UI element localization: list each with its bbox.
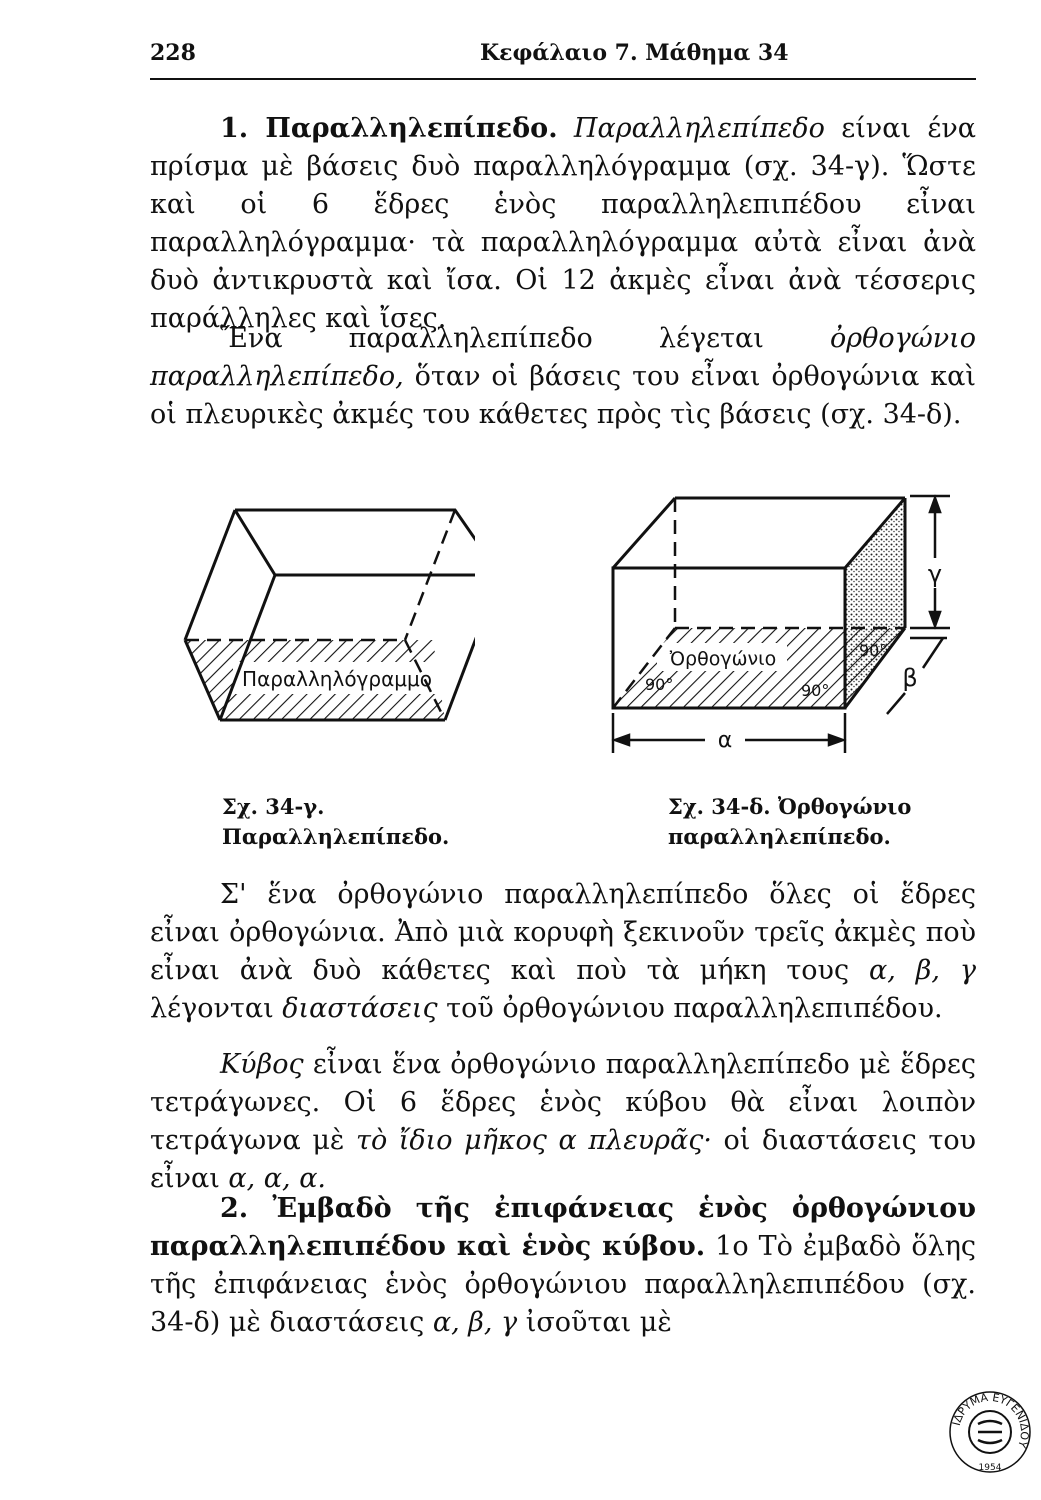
- definition-text: είναι ένα πρίσμα μὲ βάσεις δυὸ παραλληλόγραμμα (σχ. 34-γ). Ὥστε καὶ οἱ 6 ἕδρες ἑνὸς παραλληλεπιπέδου εἶναι παραλληλόγραμμα· τὰ παραλληλόγραμμα αὐτὰ εἶναι ἀνὰ δυὸ ἀντικρυστὰ καὶ ἴσα. Οἱ 12 ἀκμὲς εἶναι ἀνὰ τέσσερις παράλληλες καὶ ἴσες.: [150, 113, 976, 334]
- p3-end: τοῦ ὀρθογώνιου παραλληλεπιπέδου.: [446, 993, 943, 1024]
- foundation-seal: [948, 1390, 1032, 1474]
- definition-term: Παραλληλεπίπεδο: [573, 113, 825, 144]
- cube-term: Κύβος: [220, 1049, 304, 1080]
- seal-year: 1954: [978, 1463, 1002, 1473]
- p3-mid: λέγονται: [150, 993, 274, 1024]
- seal-emblem-icon: [978, 1421, 1002, 1443]
- base-label: Ὀρθογώνιο: [669, 648, 777, 670]
- section-2-paragraph: [150, 1190, 976, 1342]
- dimension-gamma-label: γ: [927, 560, 943, 588]
- page-header: [150, 38, 976, 80]
- section-2-vars: α, β, γ: [432, 1307, 518, 1338]
- dimensions-paragraph: [150, 876, 976, 1028]
- seal-ring-text: ΙΔΡΥΜΑ ΕΥΓΕΝΙΔΟΥ: [949, 1390, 1032, 1450]
- p3-text: Σ' ἕνα ὀρθογώνιο παραλληλεπίπεδο ὅλες οἱ ἕδρες εἶναι ὀρθογώνια. Ἀπὸ μιὰ κορυφὴ ξεκινοῦν τρεῖς ἀκμὲς ποὺ εἶναι ἀνὰ δυὸ κάθετες καὶ ποὺ τὰ μήκη τους: [150, 879, 976, 986]
- p4-end: οἱ διαστάσεις του εἶναι: [150, 1125, 976, 1194]
- right-angle-label-3: 90°: [859, 641, 888, 660]
- section-2-text: 1ο Τὸ ἐμβαδὸ ὅλης τῆς ἐπιφάνειας ἑνὸς ὀρθογώνιου παραλληλεπιπέδου (σχ. 34-δ) μὲ διαστάσεις: [150, 1231, 976, 1338]
- base-label: Παραλληλόγραμμο: [242, 667, 432, 691]
- section-2-title: 2. Ἐμβαδὸ τῆς ἐπιφάνειας ἑνὸς ὀρθογώνιου παραλληλεπιπέδου καὶ ἑνὸς κύβου.: [150, 1193, 976, 1262]
- definition-paragraph: [150, 110, 976, 338]
- p3-term: διαστάσεις: [282, 993, 438, 1024]
- p4-vars: α, α, α.: [228, 1163, 327, 1194]
- right-angle-label-1: 90°: [645, 675, 674, 694]
- p2-term: ὀρθογώνιο παραλληλεπίπεδο,: [150, 323, 976, 392]
- caption-figure-gamma: Σχ. 34-γ. Παραλληλεπίπεδο.: [222, 794, 450, 849]
- p2-end: ὅταν οἱ βάσεις του εἶναι ὀρθογώνια καὶ οἱ πλευρικὲς ἀκμές του κάθετες πρὸς τὶς βάσεις (σχ. 34-δ).: [150, 361, 976, 430]
- running-head: Κεφάλαιο 7. Μάθημα 34: [480, 40, 789, 66]
- section-1-title: 1. Παραλληλεπίπεδο.: [220, 113, 558, 144]
- p4-italic: τὸ ἴδιο μῆκος α πλευρᾶς·: [356, 1125, 712, 1156]
- figure-parallelepiped: [175, 500, 475, 740]
- dimension-alpha-label: α: [717, 728, 733, 753]
- dotted-side-face: [845, 498, 905, 708]
- p4-text: εἶναι ἕνα ὀρθογώνιο παραλληλεπίπεδο μὲ ἕδρες τετράγωνες. Οἱ 6 ἕδρες ἑνὸς κύβου θὰ εἶναι λοιπὸν τετράγωνα μὲ: [150, 1049, 976, 1156]
- section-2-end: ἰσοῦται μὲ: [525, 1307, 672, 1338]
- caption-figure-delta: Σχ. 34-δ. Ὀρθογώνιο παραλληλεπίπεδο.: [668, 794, 912, 849]
- rectangular-definition-paragraph: [150, 320, 976, 434]
- p3-vars: α, β, γ: [869, 955, 977, 986]
- page-number: 228: [150, 40, 196, 66]
- right-angle-label-2: 90°: [801, 681, 830, 700]
- figure-rectangular-parallelepiped: [605, 488, 975, 773]
- cube-paragraph: [150, 1046, 976, 1198]
- dimension-beta-label: β: [902, 664, 918, 692]
- p2-start: Ἕνα παραλληλεπίπεδο λέγεται: [220, 323, 764, 354]
